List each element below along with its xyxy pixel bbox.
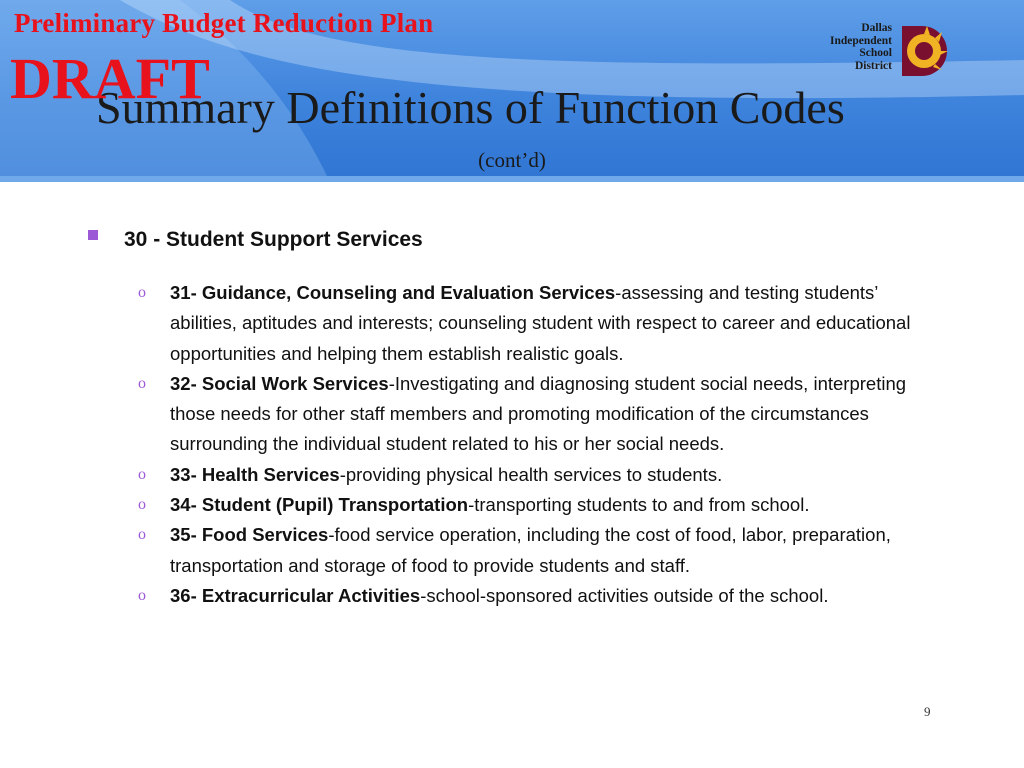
circle-bullet-icon: o: [138, 465, 146, 483]
function-description: -school-sponsored activities outside of the school.: [420, 584, 829, 606]
function-code: 31- Guidance, Counseling and Evaluation Services: [170, 282, 616, 303]
plan-title: Preliminary Budget Reduction Plan: [14, 8, 434, 38]
function-code: 34- Student (Pupil) Transportation: [170, 494, 469, 516]
circle-bullet-icon: o: [138, 526, 146, 544]
header-banner: [0, 0, 1024, 182]
function-code: 32- Social Work Services: [170, 372, 389, 394]
function-code: 33- Health Services: [170, 463, 340, 485]
list-item: [138, 369, 938, 460]
function-description: -assessing and testing students’ abilities, aptitudes and interests; counseling student with respect to career and educational opportunities and helping them establish realistic goals.: [170, 282, 911, 364]
list-item: [138, 520, 938, 581]
logo-text: [812, 22, 892, 72]
draft-label: DRAFT: [10, 46, 210, 111]
list-item: [138, 490, 938, 520]
function-description: -transporting students to and from school.: [468, 494, 810, 516]
function-code: 36- Extracurricular Activities: [170, 584, 421, 606]
logo-line-2: Independent: [830, 34, 892, 47]
slide-title: Summary Definitions of Function Codes: [96, 82, 845, 133]
circle-bullet-icon: o: [138, 496, 146, 514]
function-description: -providing physical health services to students.: [339, 463, 723, 485]
function-description: -Investigating and diagnosing student social needs, interpreting those needs for other staff members and promoting modification of the circumstances surrounding the individual student related to his or her social needs.: [170, 372, 907, 455]
function-code-list: [138, 278, 938, 611]
circle-bullet-icon: o: [138, 586, 146, 604]
list-item: [138, 460, 938, 490]
logo-line-1: Dallas: [861, 22, 892, 34]
function-description: -food service operation, including the cost of food, labor, preparation, transportation and storage of food to provide students and staff.: [170, 524, 891, 576]
logo-line-3: School: [859, 47, 892, 59]
circle-bullet-icon: o: [138, 374, 146, 392]
district-logo: [824, 22, 954, 82]
circle-bullet-icon: o: [138, 284, 146, 301]
square-bullet-icon: [88, 230, 98, 240]
logo-line-4: District: [854, 59, 892, 72]
logo-sunburst-icon: [900, 24, 950, 78]
list-item: [138, 278, 938, 369]
section-heading: 30 - Student Support Services: [124, 228, 423, 251]
slide-subtitle: (cont’d): [478, 148, 546, 172]
page-number: 9: [924, 704, 931, 719]
list-item: [138, 581, 938, 611]
function-code: 35- Food Services: [170, 524, 329, 546]
